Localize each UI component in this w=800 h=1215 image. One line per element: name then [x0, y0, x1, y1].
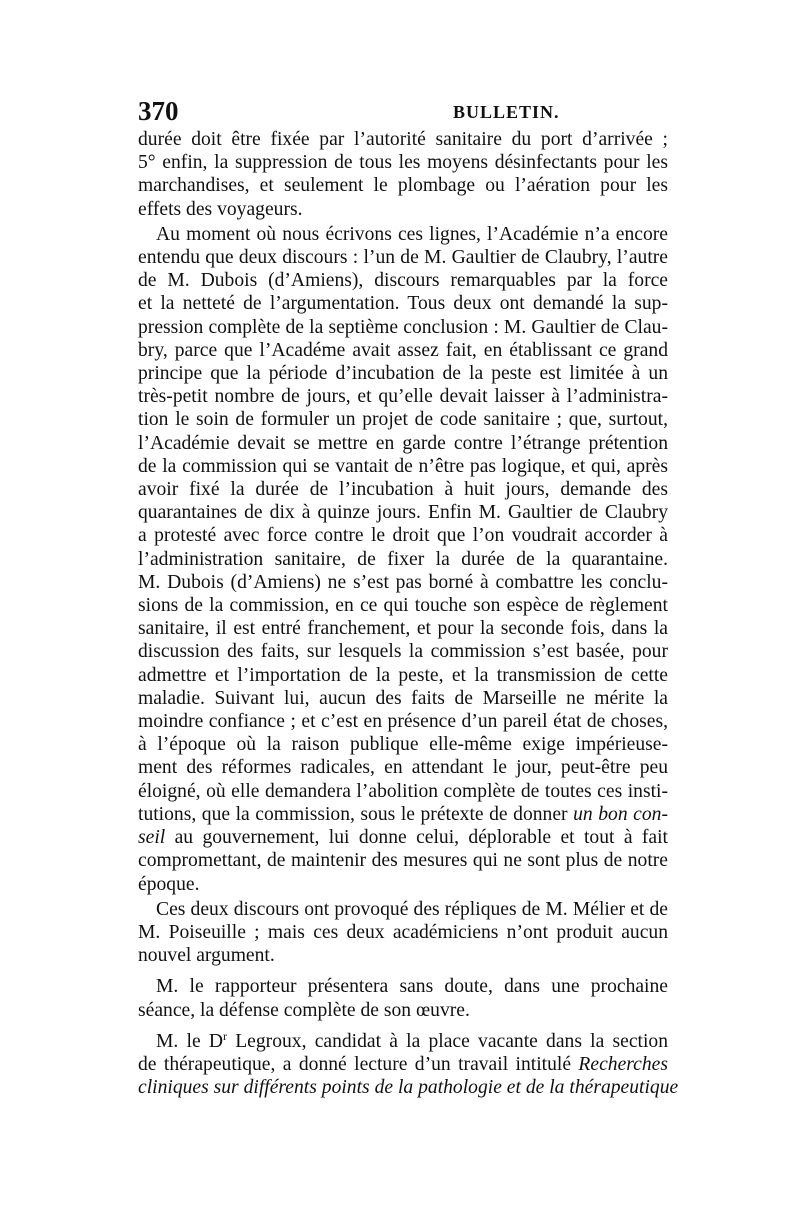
text-line: l’Académie devait se mettre en garde contre l’étrange prétention: [138, 432, 668, 454]
text-line: éloigné, où elle demandera l’abolition complète de toutes ces insti-: [138, 780, 668, 802]
text-line: à l’époque où la raison publique elle-même exige impérieuse-: [138, 734, 668, 756]
italic-segment: un bon con-: [573, 803, 669, 825]
text-line: époque.: [138, 873, 200, 895]
text-line: moindre confiance ; et c’est en présence d’un pareil état de choses,: [138, 711, 668, 733]
text-line: avoir fixé la durée de l’incubation à huit jours, demande des: [138, 479, 668, 501]
text-line: effets des voyageurs.: [138, 198, 303, 220]
text-line: de M. Dubois (d’Amiens), discours remarquables par la force: [138, 270, 668, 292]
italic-segment: seil: [138, 827, 166, 849]
text-line: [138, 826, 668, 849]
superscript: r: [223, 1028, 228, 1043]
page-number: 370: [138, 96, 179, 126]
text-line: durée doit être fixée par l’autorité sanitaire du port d’arrivée ;: [138, 129, 668, 150]
text-line: [138, 803, 668, 826]
paragraph-2: [138, 223, 668, 896]
text-segment: de thérapeutique, a donné lecture d’un travail intitulé: [138, 1053, 579, 1075]
text-segment: au gouvernement, lui donne celui, déplorable et tout à fait: [174, 827, 668, 849]
body-text: [138, 128, 679, 1099]
text-line: cliniques sur différents points de la pathologie et de la thérapeutique: [138, 1077, 679, 1099]
text-line: a protesté avec force contre le droit que l’on voudrait accorder à: [138, 525, 668, 547]
text-line: sions de la commission, en ce qui touche son espèce de règlement: [138, 595, 668, 617]
text-line: maladie. Suivant lui, aucun des faits de Marseille ne mérite la: [138, 687, 668, 709]
text-line: [138, 1030, 668, 1053]
paragraph-5: [138, 1028, 679, 1100]
text-segment: tutions, que la commission, sous le prétexte de donner: [138, 803, 568, 825]
text-line: très-petit nombre de jours, et qu’elle devait laisser à l’administra-: [138, 386, 668, 408]
text-line: M. Dubois (d’Amiens) ne s’est pas borné à combattre les conclu-: [138, 571, 668, 593]
text-segment: Legroux, candidat à la place vacante dans la section: [227, 1030, 668, 1052]
text-line: discussion des faits, sur lesquels la commission s’est basée, pour: [138, 641, 668, 663]
text-line: bry, parce que l’Académe avait assez fait, en établissant ce grand: [138, 339, 668, 361]
text-line: admettre et l’importation de la peste, et la transmission de cette: [138, 664, 668, 686]
italic-segment: Recherches: [578, 1053, 668, 1075]
text-line: entendu que deux discours : l’un de M. Gaultier de Claubry, l’autre: [138, 247, 668, 269]
paragraph-3: [138, 898, 668, 968]
text-line: ment des réformes radicales, en attendant le jour, peut-être peu: [138, 757, 668, 779]
text-line: 5° enfin, la suppression de tous les moyens désinfectants pour les: [138, 152, 668, 174]
text-line: l’administration sanitaire, de fixer la durée de la quarantaine.: [138, 548, 668, 570]
text-line: tion le soin de formuler un projet de code sanitaire ; que, surtout,: [138, 409, 668, 431]
paragraph-4: [138, 975, 668, 1021]
text-line: quarantaines de dix à quinze jours. Enfin M. Gaultier de Claubry: [138, 502, 668, 524]
text-line: sanitaire, il est entré franchement, et pour la seconde fois, dans la: [138, 618, 668, 640]
text-line: Au moment où nous écrivons ces lignes, l’Académie n’a encore: [156, 223, 668, 245]
page-header: [138, 96, 668, 130]
text-line: marchandises, et seulement le plombage ou l’aération pour les: [138, 175, 668, 197]
text-line: principe que la période d’incubation de la peste est limitée à un: [138, 363, 668, 385]
text-line: nouvel argument.: [138, 945, 275, 967]
text-line: de la commission qui se vantait de n’être pas logique, et qui, après: [138, 455, 668, 477]
text-line: Ces deux discours ont provoqué des répliques de M. Mélier et de: [156, 898, 668, 920]
text-line: et la netteté de l’argumentation. Tous deux ont demandé la sup-: [138, 293, 668, 315]
text-line: M. Poiseuille ; mais ces deux académiciens n’ont produit aucun: [138, 921, 668, 943]
paragraph-1: [138, 128, 668, 221]
text-line: compromettant, de maintenir des mesures qui ne sont plus de notre: [138, 850, 668, 872]
text-line: séance, la défense complète de son œuvre.: [138, 999, 470, 1021]
text-line: M. le rapporteur présentera sans doute, dans une prochaine: [156, 976, 668, 998]
running-head: BULLETIN.: [453, 102, 560, 122]
text-line: pression complète de la septième conclusion : M. Gaultier de Clau-: [138, 316, 668, 338]
text-segment: M. le D: [156, 1030, 224, 1052]
text-line: [138, 1053, 668, 1076]
